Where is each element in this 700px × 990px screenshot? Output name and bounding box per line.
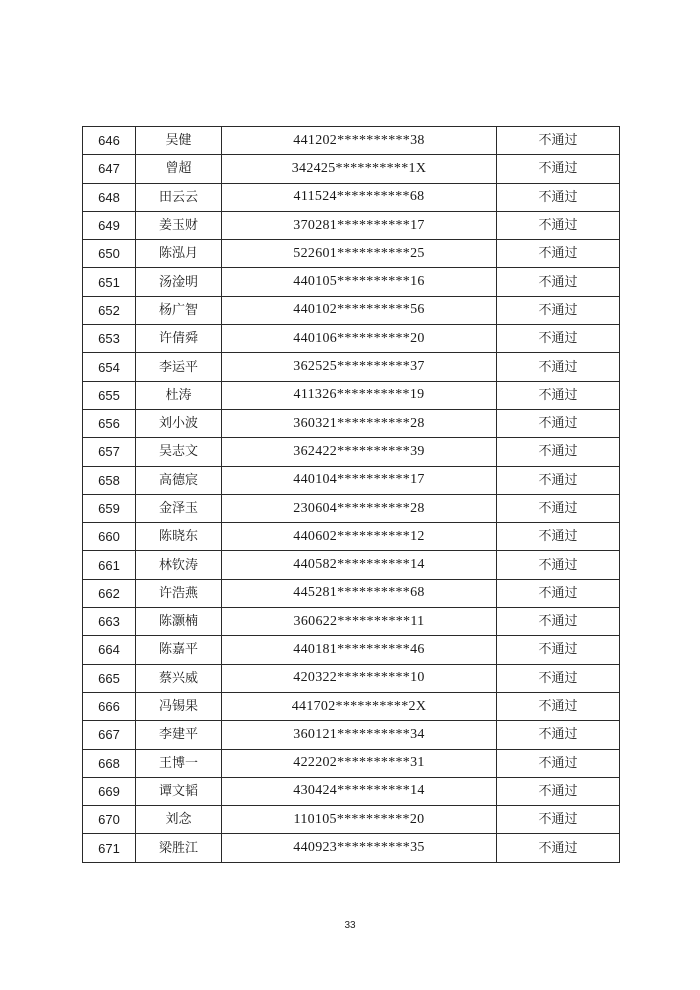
table-row [83,608,620,636]
table-row [83,381,620,409]
results-table-body [83,127,620,863]
result-cell: 不通过 [497,523,620,551]
result-cell: 不通过 [497,325,620,353]
row-number-cell: 653 [83,325,136,353]
row-number-cell: 664 [83,636,136,664]
id-number-cell: 440181**********46 [222,636,497,664]
id-number-cell: 440105**********16 [222,268,497,296]
row-number-cell: 670 [83,806,136,834]
name-cell: 王博一 [136,749,222,777]
id-number-cell: 230604**********28 [222,494,497,522]
id-number-cell: 441702**********2X [222,692,497,720]
name-cell: 许浩燕 [136,579,222,607]
result-cell: 不通过 [497,127,620,155]
result-cell: 不通过 [497,692,620,720]
row-number-cell: 658 [83,466,136,494]
page-number: 33 [344,920,356,931]
id-number-cell: 440106**********20 [222,325,497,353]
table-row [83,127,620,155]
name-cell: 陈晓东 [136,523,222,551]
row-number-cell: 656 [83,409,136,437]
id-number-cell: 420322**********10 [222,664,497,692]
row-number-cell: 648 [83,183,136,211]
table-row [83,721,620,749]
result-cell: 不通过 [497,183,620,211]
table-row [83,438,620,466]
row-number-cell: 655 [83,381,136,409]
row-number-cell: 657 [83,438,136,466]
table-row [83,155,620,183]
id-number-cell: 441202**********38 [222,127,497,155]
result-cell: 不通过 [497,409,620,437]
name-cell: 杨广智 [136,296,222,324]
name-cell: 田云云 [136,183,222,211]
id-number-cell: 362525**********37 [222,353,497,381]
name-cell: 梁胜江 [136,834,222,862]
name-cell: 陈嘉平 [136,636,222,664]
result-cell: 不通过 [497,155,620,183]
table-row [83,325,620,353]
result-cell: 不通过 [497,381,620,409]
name-cell: 金泽玉 [136,494,222,522]
id-number-cell: 360622**********11 [222,608,497,636]
row-number-cell: 671 [83,834,136,862]
table-row [83,777,620,805]
result-cell: 不通过 [497,240,620,268]
table-row [83,834,620,862]
name-cell: 李建平 [136,721,222,749]
table-row [83,353,620,381]
id-number-cell: 522601**********25 [222,240,497,268]
table-row [83,579,620,607]
name-cell: 曾超 [136,155,222,183]
result-cell: 不通过 [497,296,620,324]
row-number-cell: 666 [83,692,136,720]
id-number-cell: 360121**********34 [222,721,497,749]
name-cell: 谭文韬 [136,777,222,805]
id-number-cell: 342425**********1X [222,155,497,183]
name-cell: 吴志文 [136,438,222,466]
result-cell: 不通过 [497,636,620,664]
result-cell: 不通过 [497,494,620,522]
id-number-cell: 440582**********14 [222,551,497,579]
table-row [83,664,620,692]
result-cell: 不通过 [497,579,620,607]
name-cell: 许倩舜 [136,325,222,353]
row-number-cell: 651 [83,268,136,296]
row-number-cell: 665 [83,664,136,692]
row-number-cell: 667 [83,721,136,749]
table-row [83,523,620,551]
table-row [83,806,620,834]
id-number-cell: 440104**********17 [222,466,497,494]
id-number-cell: 422202**********31 [222,749,497,777]
name-cell: 林钦涛 [136,551,222,579]
id-number-cell: 411524**********68 [222,183,497,211]
name-cell: 冯锡果 [136,692,222,720]
table-row [83,240,620,268]
name-cell: 吴健 [136,127,222,155]
result-cell: 不通过 [497,438,620,466]
row-number-cell: 662 [83,579,136,607]
id-number-cell: 362422**********39 [222,438,497,466]
result-cell: 不通过 [497,749,620,777]
row-number-cell: 660 [83,523,136,551]
result-cell: 不通过 [497,777,620,805]
table-row [83,409,620,437]
row-number-cell: 652 [83,296,136,324]
name-cell: 杜涛 [136,381,222,409]
name-cell: 蔡兴威 [136,664,222,692]
results-table [82,126,620,863]
name-cell: 高德宸 [136,466,222,494]
row-number-cell: 668 [83,749,136,777]
name-cell: 陈泓月 [136,240,222,268]
id-number-cell: 411326**********19 [222,381,497,409]
id-number-cell: 110105**********20 [222,806,497,834]
name-cell: 刘小波 [136,409,222,437]
result-cell: 不通过 [497,353,620,381]
result-cell: 不通过 [497,551,620,579]
row-number-cell: 661 [83,551,136,579]
result-cell: 不通过 [497,466,620,494]
result-cell: 不通过 [497,806,620,834]
name-cell: 刘念 [136,806,222,834]
table-row [83,636,620,664]
table-row [83,296,620,324]
table-row [83,692,620,720]
id-number-cell: 360321**********28 [222,409,497,437]
row-number-cell: 646 [83,127,136,155]
id-number-cell: 440602**********12 [222,523,497,551]
id-number-cell: 440923**********35 [222,834,497,862]
name-cell: 汤淦明 [136,268,222,296]
row-number-cell: 650 [83,240,136,268]
id-number-cell: 440102**********56 [222,296,497,324]
table-row [83,466,620,494]
name-cell: 李运平 [136,353,222,381]
row-number-cell: 669 [83,777,136,805]
table-row [83,183,620,211]
result-cell: 不通过 [497,664,620,692]
result-cell: 不通过 [497,268,620,296]
table-row [83,494,620,522]
name-cell: 姜玉财 [136,211,222,239]
row-number-cell: 649 [83,211,136,239]
id-number-cell: 445281**********68 [222,579,497,607]
result-cell: 不通过 [497,608,620,636]
id-number-cell: 430424**********14 [222,777,497,805]
result-cell: 不通过 [497,721,620,749]
table-row [83,749,620,777]
table-row [83,211,620,239]
row-number-cell: 659 [83,494,136,522]
table-row [83,551,620,579]
result-cell: 不通过 [497,834,620,862]
row-number-cell: 647 [83,155,136,183]
row-number-cell: 663 [83,608,136,636]
row-number-cell: 654 [83,353,136,381]
table-row [83,268,620,296]
result-cell: 不通过 [497,211,620,239]
name-cell: 陈灏楠 [136,608,222,636]
id-number-cell: 370281**********17 [222,211,497,239]
